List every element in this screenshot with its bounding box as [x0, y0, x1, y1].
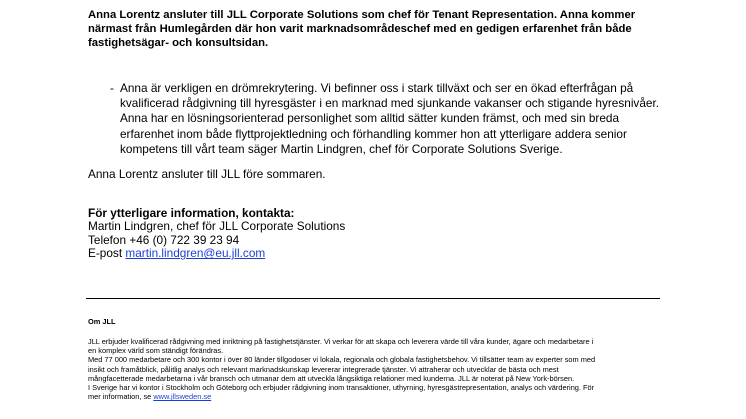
quote-line: kompetens till vårt team säger Martin Lindgren, chef för Corporate Solutions Sverige.: [120, 141, 563, 156]
intro-paragraph: [88, 8, 688, 50]
quote-block: [110, 81, 710, 157]
quote-line: kvalificerad rådgivning till hyresgäster i en marknad med sjunkande vakanser och stigande hyresnivåer.: [120, 96, 660, 111]
about-line: JLL erbjuder kvalificerad rådgivning med inriktning på fastighetstjänster. Vi verkar för att skapa och leverera värde till våra kunder, ägare och medarbetare i: [88, 337, 594, 346]
intro-line: fastighetsägar- och konsultsidan.: [88, 37, 269, 49]
about-line: en komplex värld som ständigt förändras.: [88, 346, 224, 356]
about-line: Med 77 000 medarbetare och 300 kontor i över 80 länder tillgodoser vi lokala, regionala och globala fastighetsbehov. Vi tillsätter team av experter som med: [88, 355, 596, 365]
about-line: insikt och framåtblick, pålitlig analys och relevant marknadskunskap levererar integrerade tjänster. Vi attraherar och utvecklar de bästa och mest: [88, 364, 559, 374]
about-last-prefix: mer information, se: [88, 392, 154, 402]
intro-line: Anna Lorentz ansluter till JLL Corporate Solutions som chef för Tenant Representation. Anna kommer: [88, 9, 636, 21]
contact-block: [88, 207, 345, 261]
list-dash: -: [110, 81, 114, 95]
intro-line: närmast från Humlegården där hon varit marknadsområdeschef med en gedigen erfarenhet från både: [88, 23, 632, 35]
about-title: Om JLL: [88, 317, 116, 326]
email-prefix: E-post: [88, 246, 126, 261]
about-paragraph: [88, 337, 668, 401]
website-link[interactable]: www.jllsweden.se: [153, 392, 212, 402]
quote-line: Anna är verkligen en drömrekrytering. Vi befinner oss i stark tillväxt och ser en ökad efterfrågan på: [120, 81, 634, 95]
contact-email-line: [88, 247, 345, 260]
contact-name: Martin Lindgren, chef för JLL Corporate Solutions: [88, 219, 346, 234]
contact-phone: Telefon +46 (0) 722 39 23 94: [88, 232, 240, 247]
about-last-line: [88, 392, 668, 401]
about-line: I Sverige har vi kontor i Stockholm och Göteborg och erbjuder rådgivning inom transaktioner, uthyrning, hyresgästrepresentation, analys och värdering. För: [88, 383, 595, 393]
quote-line: erfarenhet inom både flyttprojektledning och förhandling kommer hon att ytterligare addera senior: [120, 126, 627, 141]
divider: [86, 298, 660, 299]
about-line: mångfacetterade medarbetarna i vår bransch och utmanar dem att utveckla långsiktiga relationer med kunderna. JLL är noterat på New York-börsen.: [88, 373, 575, 383]
quote-line: Anna har en lösningsorienterad personlighet som alltid sätter kunden främst, och med sin breda: [120, 111, 620, 126]
statement-text: Anna Lorentz ansluter till JLL före sommaren.: [88, 167, 326, 181]
contact-heading: För ytterligare information, kontakta:: [88, 206, 295, 220]
email-link[interactable]: martin.lindgren@eu.jll.com: [125, 246, 266, 261]
